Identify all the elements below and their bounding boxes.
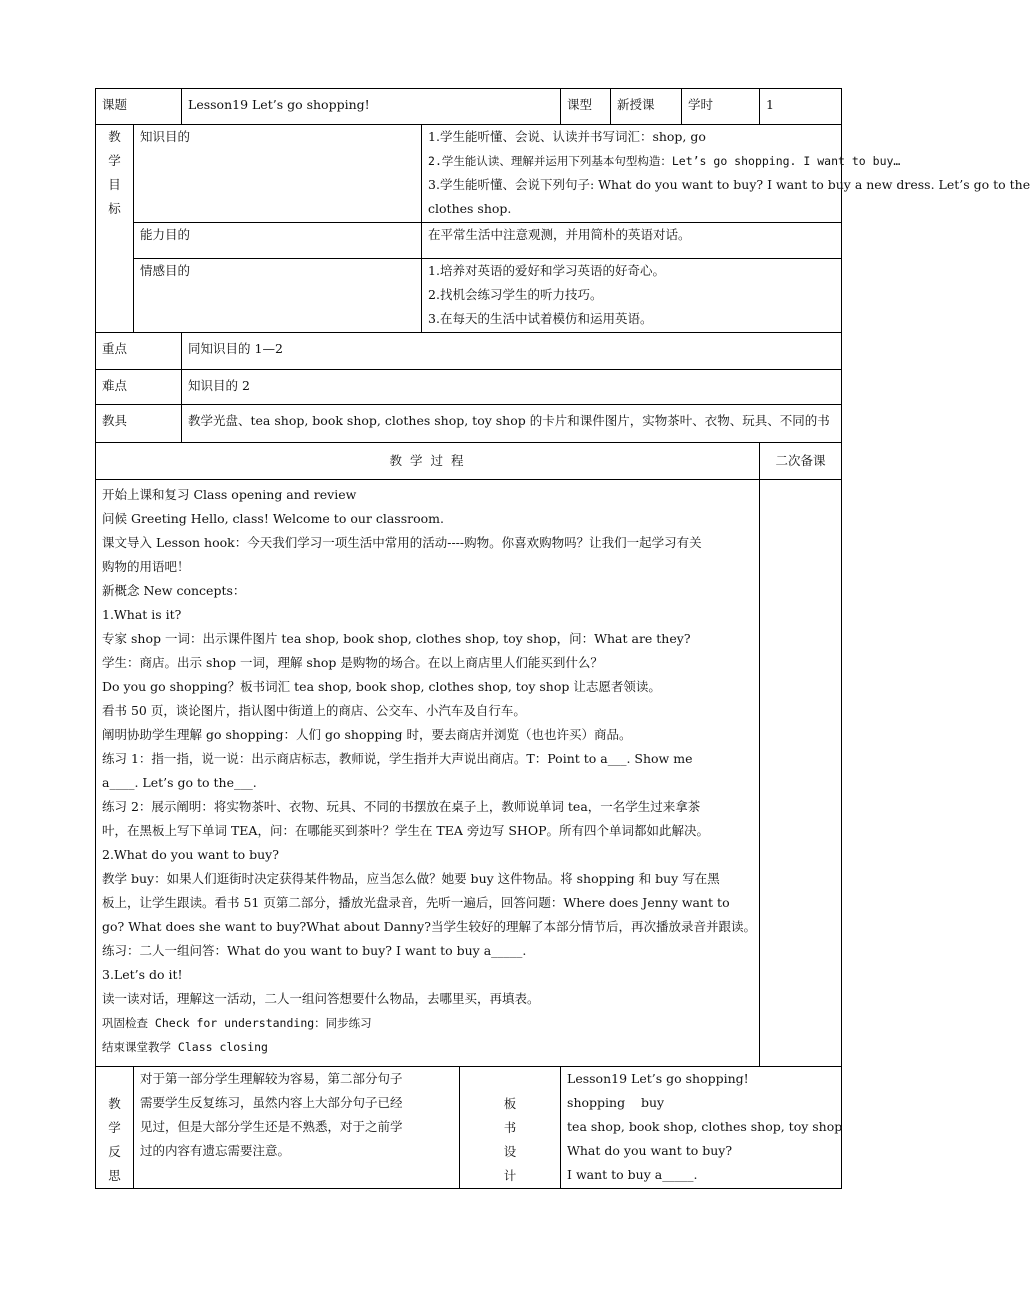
hours-value: 1 (760, 89, 842, 125)
difficulty-value: 知识目的 2 (182, 370, 842, 405)
process-title: 教 学 过 程 (96, 443, 760, 480)
process-line: 购物的用语吧！ (102, 559, 190, 574)
knowledge-line: clothes shop. (428, 201, 512, 216)
aids-label: 教具 (96, 405, 182, 443)
process-line: 专家 shop 一词：出示课件图片 tea shop, book shop, clothes shop, toy shop，问：What are they? (102, 631, 691, 646)
board-line: Lesson19 Let’s go shopping! (567, 1071, 749, 1086)
knowledge-line: 2.学生能认读、理解并运用下列基本句型构造：Let’s go shopping. I want to buy… (428, 154, 901, 168)
emotion-line: 1.培养对英语的爱好和学习英语的好奇心。 (428, 263, 665, 278)
knowledge-line: 3.学生能听懂、会说下列句子: What do you want to buy? I want to buy a new dress. Let’s go to the (428, 177, 1030, 192)
process-line: Do you go shopping？板书词汇 tea shop, book shop, clothes shop, toy shop 让志愿者领读。 (102, 679, 661, 694)
reflection-line: 需要学生反复练习，虽然内容上大部分句子已经 (140, 1095, 403, 1110)
key-point-label: 重点 (96, 333, 182, 370)
process-line: 练习 2：展示阐明：将实物茶叶、衣物、玩具、不同的书摆放在桌子上，教师说单词 tea，一名学生过来拿茶 (102, 799, 701, 814)
process-line: 阐明协助学生理解 go shopping：人们 go shopping 时，要去商店并浏览（也也许买）商品。 (102, 727, 632, 742)
process-line: 结束课堂教学 Class closing (102, 1040, 268, 1054)
aids-value: 教学光盘、tea shop, book shop, clothes shop, toy shop 的卡片和课件图片，实物茶叶、衣物、玩具、不同的书 (182, 405, 842, 443)
board-line: tea shop, book shop, clothes shop, toy shop (567, 1119, 843, 1134)
secondary-prep-area (760, 480, 842, 1067)
process-line: 学生：商店。出示 shop 一词，理解 shop 是购物的场合。在以上商店里人们能买到什么？ (102, 655, 603, 670)
key-point-value: 同知识目的 1—2 (182, 333, 842, 370)
process-line: 叶，在黑板上写下单词 TEA，问：在哪能买到茶叶？学生在 TEA 旁边写 SHOP。所有四个单词都如此解决。 (102, 823, 709, 838)
board-design-label: 板 书 设 计 (460, 1067, 561, 1189)
difficulty-label: 难点 (96, 370, 182, 405)
reflection-text (134, 1067, 460, 1189)
type-label: 课型 (561, 89, 611, 125)
emotion-line: 3.在每天的生活中试着模仿和运用英语。 (428, 311, 653, 326)
topic-label: 课题 (96, 89, 182, 125)
secondary-prep-label: 二次备课 (760, 443, 842, 480)
process-line: 练习：二人一组问答：What do you want to buy? I want to buy a_____. (102, 943, 527, 958)
process-line: 2.What do you want to buy? (102, 847, 279, 862)
board-line: I want to buy a_____. (567, 1167, 698, 1182)
ability-objective-text: 在平常生活中注意观测，并用简朴的英语对话。 (422, 223, 842, 259)
process-line: 课文导入 Lesson hook：今天我们学习一项生活中常用的活动----购物。你喜欢购物吗？让我们一起学习有关 (102, 535, 702, 550)
board-line: What do you want to buy? (567, 1143, 733, 1158)
board-line: shopping buy (567, 1095, 665, 1110)
process-line: 巩固检查 Check for understanding：同步练习 (102, 1016, 372, 1030)
reflection-label: 教 学 反 思 (96, 1067, 134, 1189)
emotion-line: 2.找机会练习学生的听力技巧。 (428, 287, 603, 302)
knowledge-objective-label: 知识目的 (134, 125, 422, 223)
reflection-line: 过的内容有遗忘需要注意。 (140, 1143, 291, 1158)
objectives-section-label: 教 学 目 标 (96, 125, 134, 333)
lesson-plan (95, 88, 1030, 1189)
process-body (96, 480, 760, 1067)
type-value: 新授课 (611, 89, 682, 125)
process-line: 开始上课和复习 Class opening and review (102, 487, 357, 502)
emotion-objective-text (422, 259, 842, 333)
process-line: 问候 Greeting Hello, class! Welcome to our classroom. (102, 511, 444, 526)
hours-label: 学时 (682, 89, 760, 125)
process-line: 1.What is it? (102, 607, 182, 622)
reflection-line: 对于第一部分学生理解较为容易，第二部分句子 (140, 1071, 403, 1086)
process-line: 看书 50 页，谈论图片，指认图中街道上的商店、公交车、小汽车及自行车。 (102, 703, 526, 718)
lesson-plan-table (95, 88, 1030, 1189)
process-line: 3.Let’s do it! (102, 967, 183, 982)
reflection-line: 见过，但是大部分学生还是不熟悉，对于之前学 (140, 1119, 403, 1134)
process-line: go? What does she want to buy?What about Danny?当学生较好的理解了本部分情节后，再次播放录音并跟读。 (102, 919, 756, 934)
board-design-text (561, 1067, 842, 1189)
process-line: 新概念 New concepts： (102, 583, 246, 598)
emotion-objective-label: 情感目的 (134, 259, 422, 333)
knowledge-objective-text (422, 125, 1030, 223)
process-line: 读一读对话，理解这一活动，二人一组问答想要什么物品，去哪里买，再填表。 (102, 991, 540, 1006)
knowledge-line: 1.学生能听懂、会说、认读并书写词汇：shop, go (428, 129, 706, 144)
process-line: a____. Let’s go to the___. (102, 775, 257, 790)
process-line: 板上，让学生跟读。看书 51 页第二部分，播放光盘录音，先听一遍后，回答问题：Where does Jenny want to (102, 895, 730, 910)
process-line: 教学 buy：如果人们逛街时决定获得某件物品，应当怎么做？她要 buy 这件物品。将 shopping 和 buy 写在黑 (102, 871, 720, 886)
ability-objective-label: 能力目的 (134, 223, 422, 259)
process-line: 练习 1：指一指，说一说：出示商店标志，教师说，学生指并大声说出商店。T：Point to a___. Show me (102, 751, 693, 766)
topic-value: Lesson19 Let’s go shopping! (182, 89, 561, 125)
